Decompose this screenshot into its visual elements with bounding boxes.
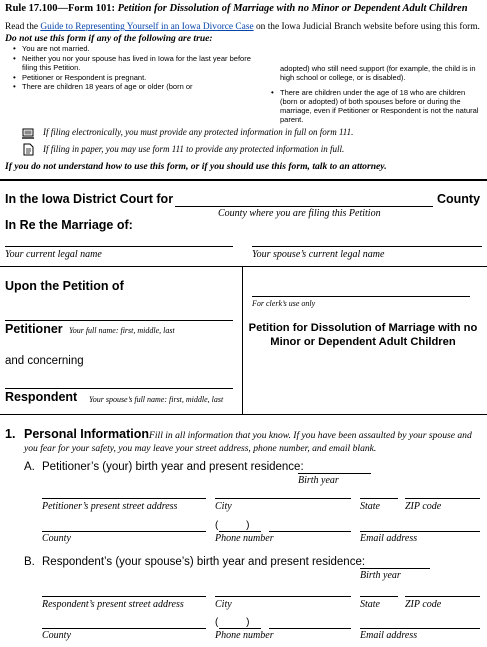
respondent-area-code-underline <box>219 628 261 629</box>
respondent-city-label: City <box>215 599 232 610</box>
bullet-adult-children-continued: adopted) who still need support (for example, the child is in high school or college, or is disabled). <box>280 64 476 82</box>
section-title: Personal Information <box>24 427 150 441</box>
section-number: 1. <box>5 427 16 441</box>
county-field[interactable] <box>175 206 433 207</box>
petitioner-email-field[interactable] <box>360 531 480 532</box>
form-header <box>5 3 483 14</box>
section-divider <box>0 179 487 181</box>
respondent-name-field[interactable] <box>5 388 233 389</box>
respondent-state-field[interactable] <box>360 596 398 597</box>
petitioner-county-label: County <box>42 533 71 544</box>
bullet-residency: • Neither you nor your spouse has lived in Iowa for the last year before filing this Petition. <box>22 54 257 72</box>
respondent-street-field[interactable] <box>42 596 206 597</box>
petitioner-birth-year-label: Birth year <box>298 475 339 486</box>
computer-icon <box>22 127 34 139</box>
petitioner-city-field[interactable] <box>215 498 351 499</box>
respondent-phone-field[interactable] <box>269 628 351 629</box>
section-instructions: Fill in all information that you know. If you have been assaulted by your spouse and you fear for your safety, you may leave your street address, phone number, and email blank. <box>24 430 472 454</box>
respondent-email-label: Email address <box>360 630 418 641</box>
document-icon <box>23 143 34 156</box>
warning-heading: Do not use this form if any of the following are true: <box>5 33 213 44</box>
caption-vertical-rule <box>242 266 243 414</box>
petitioner-hint: Your full name: first, middle, last <box>69 326 175 335</box>
clerk-label: For clerk’s use only <box>252 299 316 308</box>
petitioner-name-field[interactable] <box>5 320 233 321</box>
part-a-text: Petitioner’s (your) birth year and present residence: <box>42 461 304 473</box>
petitioner-state-field[interactable] <box>360 498 398 499</box>
spouse-name-field[interactable] <box>252 246 482 247</box>
petitioner-state-label: State <box>360 501 380 512</box>
bullet-minor-children: • There are children under the age of 18 who are children (born or adopted) of both spouses before or during the marriage, even if Petitioner or Respondent is not the natural parent. <box>280 88 480 124</box>
bullet-pregnant: • Petitioner or Respondent is pregnant. <box>22 73 262 82</box>
bullet-adult-children: • There are children 18 years of age or older (born or <box>22 82 262 91</box>
petitioner-email-label: Email address <box>360 533 418 544</box>
respondent-hint: Your spouse’s full name: first, middle, last <box>89 395 224 404</box>
respondent-city-field[interactable] <box>215 596 351 597</box>
part-a-label: A. <box>24 461 35 473</box>
petitioner-area-code-underline <box>219 531 261 532</box>
respondent-zip-label: ZIP code <box>405 599 442 610</box>
respondent-phone-label: Phone number <box>215 630 274 641</box>
petitioner-city-label: City <box>215 501 232 512</box>
note-electronic: If filing electronically, you must provide any protected information in full on form 111. <box>43 127 354 137</box>
respondent-county-field[interactable] <box>42 628 206 629</box>
respondent-street-label: Respondent’s present street address <box>42 599 184 610</box>
caption-top-rule <box>0 266 487 267</box>
petitioner-phone-field[interactable] <box>269 531 351 532</box>
part-b-label: B. <box>24 556 35 568</box>
spouse-name-label: Your spouse’s current legal name <box>252 249 385 260</box>
respondent-email-field[interactable] <box>360 628 480 629</box>
petitioner-street-label: Petitioner’s present street address <box>42 501 178 512</box>
guide-link[interactable]: Guide to Representing Yourself in an Iowa Divorce Case <box>40 22 254 32</box>
your-name-label: Your current legal name <box>5 249 102 260</box>
caption-bottom-rule <box>0 414 487 415</box>
rule-number: Rule 17.100—Form 101: <box>5 3 115 14</box>
petitioner-zip-field[interactable] <box>405 498 480 499</box>
your-name-field[interactable] <box>5 246 233 247</box>
respondent-state-label: State <box>360 599 380 610</box>
clerk-field <box>252 296 470 297</box>
respondent-county-label: County <box>42 630 71 641</box>
court-suffix: County <box>437 192 481 206</box>
court-prefix: In the Iowa District Court for <box>5 192 174 206</box>
petitioner-phone-label: Phone number <box>215 533 274 544</box>
part-b-text: Respondent’s (your spouse’s) birth year and present residence: <box>42 556 366 568</box>
bullet-not-married: • You are not married. <box>22 44 262 53</box>
form-title: Petition for Dissolution of Marriage with no Minor or Dependent Adult Children <box>117 3 468 14</box>
respondent-zip-field[interactable] <box>405 596 480 597</box>
petitioner-county-field[interactable] <box>42 531 206 532</box>
concerning-label: and concerning <box>5 355 84 367</box>
note-paper: If filing in paper, you may use form 111 to provide any protected information in full. <box>43 144 345 154</box>
respondent-label: Respondent <box>5 390 78 404</box>
petitioner-street-field[interactable] <box>42 498 206 499</box>
upon-petition: Upon the Petition of <box>5 279 124 293</box>
intro-line: Read the Guide to Representing Yourself in an Iowa Divorce Case on the Iowa Judicial Branch website before using this form. <box>5 22 480 32</box>
county-caption: County where you are filing this Petition <box>218 208 381 219</box>
petitioner-label: Petitioner <box>5 322 63 336</box>
respondent-birth-year-field[interactable] <box>360 568 430 569</box>
petitioner-birth-year-field[interactable] <box>298 473 371 474</box>
attorney-notice: If you do not understand how to use this form, or if you should use this form, talk to an attorney. <box>5 161 387 172</box>
petitioner-phone-area[interactable]: ( ) <box>215 520 250 531</box>
petition-form-title: Petition for Dissolution of Marriage with no Minor or Dependent Adult Children <box>248 322 478 348</box>
petitioner-zip-label: ZIP code <box>405 501 442 512</box>
respondent-birth-year-label: Birth year <box>360 570 401 581</box>
respondent-phone-area[interactable]: ( ) <box>215 617 250 628</box>
marriage-heading: In Re the Marriage of: <box>5 218 133 232</box>
